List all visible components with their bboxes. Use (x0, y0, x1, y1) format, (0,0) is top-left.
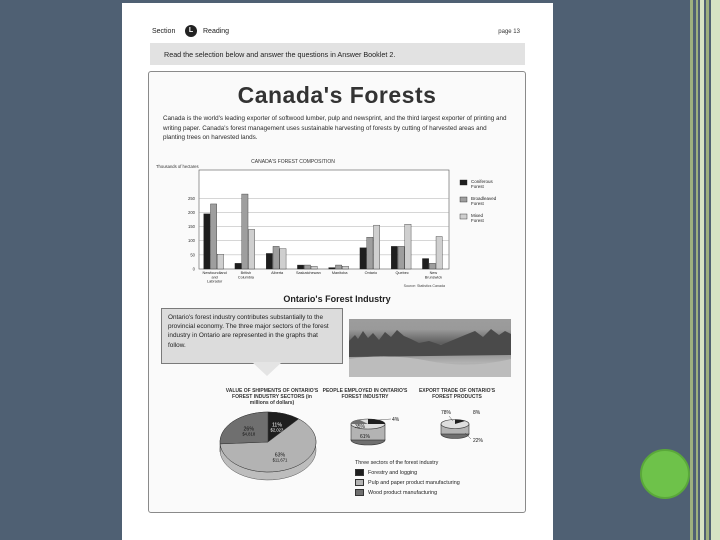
y-tick-label: 100 (188, 238, 195, 244)
category-label: Columbia (237, 275, 254, 280)
pie-value-label: $11,671 (272, 457, 288, 463)
y-tick-label: 150 (188, 224, 195, 230)
pie-legend-item (355, 479, 460, 486)
trade-label-1: 78% (441, 410, 452, 416)
pie-value-label: $4,818 (242, 431, 256, 437)
pie-value-label: $2,023 (270, 427, 284, 433)
exam-page (122, 3, 553, 540)
category-label: Alberta (271, 271, 284, 275)
wood-swatch (355, 489, 364, 496)
trade-label-2: 8% (473, 410, 481, 416)
category-label: Brunswick (424, 275, 443, 280)
y-tick-label: 50 (190, 252, 195, 258)
category-label: and (211, 275, 218, 280)
chart-title: CANADA'S FOREST COMPOSITION (251, 159, 335, 165)
category-label: Quebec (395, 271, 409, 275)
section-letter-badge: L (185, 25, 197, 37)
page-number: page 13 (498, 29, 520, 35)
legend-label: Broadleaved (471, 196, 497, 201)
pie-legend-item (355, 469, 417, 476)
pie-legend-item (355, 489, 437, 496)
category-label: Newfoundland (202, 271, 227, 275)
pie-percent-label: 11% (271, 422, 282, 429)
pulp-label: Pulp and paper product manufacturing (368, 479, 460, 486)
article-title: Canada's Forests (237, 82, 437, 108)
category-label: Saskatchewan (296, 271, 321, 275)
legend-label: Forest (471, 184, 484, 189)
category-label: Labrador (207, 279, 223, 284)
instruction-text: Read the selection below and answer the questions in Answer Booklet 2. (164, 50, 396, 59)
pie-legend-title: Three sectors of the forest industry (355, 460, 439, 466)
trade-label-3: 22% (473, 438, 484, 444)
y-tick-label: 200 (188, 209, 195, 215)
legend-label: Mixed (471, 213, 484, 218)
forestry-label: Forestry and logging (368, 469, 418, 476)
section-label: Section (152, 28, 176, 35)
pie-percent-label: 63% (274, 452, 286, 459)
reading-selection (148, 71, 526, 513)
pie-percent-label: 26% (243, 426, 254, 433)
employment-label-3: 4% (392, 417, 400, 423)
employment-cylinder (351, 417, 400, 445)
legend-label: Coniferous (471, 179, 493, 184)
category-label: New (429, 271, 438, 275)
pulp-swatch (355, 479, 364, 486)
legend-label: Forest (471, 218, 484, 223)
article-intro: Canada is the world's leading exporter of softwood lumber, pulp and newsprint, and the third largest exporter of printing and writing paper. Canada's forest management uses sustainable harvesting of forests by cutting of harvested areas and planting trees on harvested lands. (163, 115, 507, 141)
shipments-title: VALUE OF SHIPMENTS OF ONTARIO'S FOREST INDUSTRY SECTORS (in millions of dollars) (225, 388, 319, 406)
slide-decoration-dot (640, 449, 690, 499)
ontario-callout: Ontario's forest industry contributes substantially to the provincial economy. The three major sectors of the forest industry in Ontario are represented in the graphs that follow. (161, 308, 343, 364)
chart-source: Source: Statistics Canada (403, 284, 445, 288)
employment-title: PEOPLE EMPLOYED IN ONTARIO'S FOREST INDUSTRY (322, 388, 408, 400)
ontario-subtitle: Ontario's Forest Industry (283, 294, 391, 304)
y-tick-label: 0 (192, 266, 195, 272)
trade-cylinder (441, 410, 484, 444)
employment-label-1: 35% (354, 424, 366, 430)
wood-label: Wood product manufacturing (368, 489, 438, 496)
category-label: Ontario (364, 271, 378, 275)
forestry-swatch (355, 469, 364, 476)
legend-label: Forest (471, 201, 484, 206)
chart-ylabel: Thousands of hectares (156, 164, 199, 169)
y-tick-label: 250 (188, 195, 195, 201)
forest-industry-pies (149, 72, 525, 512)
category-label: Manitoba (331, 271, 348, 275)
category-label: British (240, 271, 252, 275)
subject-label: Reading (203, 28, 230, 35)
employment-label-2: 61% (359, 434, 371, 440)
trade-title: EXPORT TRADE OF ONTARIO'S FOREST PRODUCTS (418, 388, 496, 400)
